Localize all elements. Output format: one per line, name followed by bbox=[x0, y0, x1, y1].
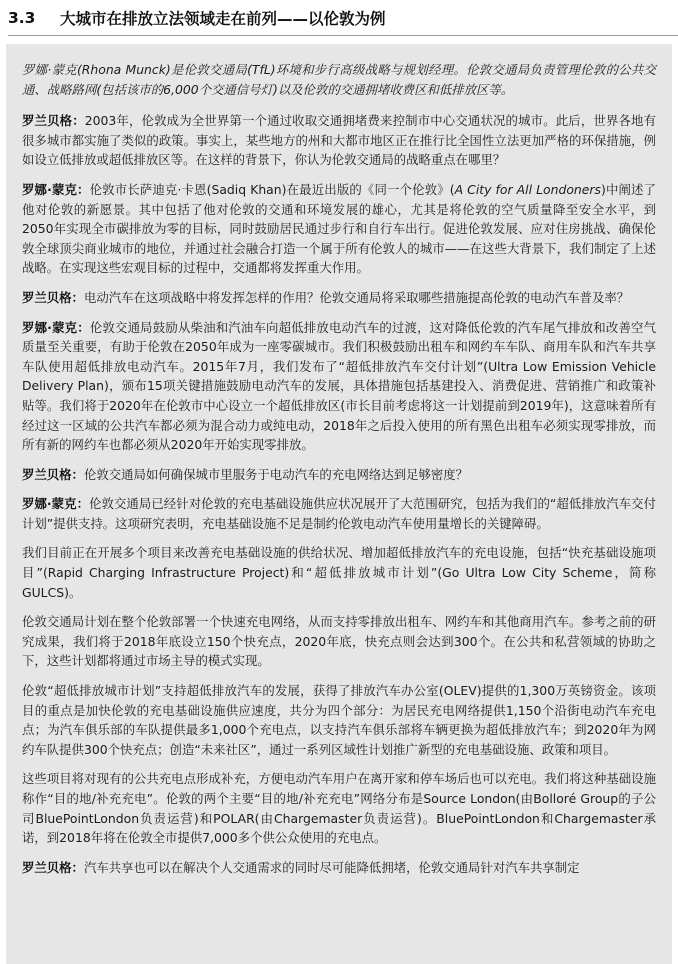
speaker-label: 罗娜·蒙克： bbox=[22, 496, 90, 512]
body-paragraph bbox=[22, 769, 656, 847]
speaker-label: 罗兰贝格： bbox=[22, 859, 84, 875]
body-paragraph bbox=[22, 681, 656, 759]
speaker-label: 罗娜·蒙克： bbox=[22, 181, 90, 197]
speaker-label: 罗娜·蒙克： bbox=[22, 319, 90, 335]
body-paragraph bbox=[22, 612, 656, 671]
heading-divider bbox=[8, 35, 678, 36]
qa-paragraph bbox=[22, 318, 656, 455]
paragraph-text: 伦敦“超低排放城市计划”支持超低排放汽车的发展，获得了排放汽车办公室(OLEV)提供的1,300万英镑资金。该项目的重点是加快伦敦的充电基础设施供应速度，共分为四个部分：为居民充电网络提供1,150个沿街电动汽车充电点；为汽车俱乐部的车队提供最多1,000个充电点，以支持汽车俱乐部将车辆更换为超低排放汽车；到2020年为网约车队提供300个快充点；创造“未来社区”，通过一系列区域性计划推广新型的充电基础设施、政策和项目。 bbox=[22, 683, 656, 757]
paragraph-text: 伦敦交通局如何确保城市里服务于电动汽车的充电网络达到足够密度？ bbox=[83, 466, 469, 482]
paragraph-text: 汽车共享也可以在解决个人交通需求的同时尽可能降低拥堵，伦敦交通局针对汽车共享制定 bbox=[83, 859, 580, 875]
speaker-label: 罗兰贝格： bbox=[22, 289, 84, 305]
intro-paragraph: 罗娜·蒙克(Rhona Munck)是伦敦交通局(TfL)环境和步行高级战略与规划经理。伦敦交通局负责管理伦敦的公共交通、战略路网(包括该市的6,000个交通信号灯)以及伦敦的交通拥堵收费区和低排放区等。 bbox=[22, 62, 656, 97]
qa-paragraph bbox=[22, 494, 656, 533]
book-title-italic: A City for All Londoners bbox=[454, 181, 601, 197]
speaker-label: 罗兰贝格： bbox=[22, 113, 85, 129]
paragraph-text: 伦敦交通局鼓励从柴油和汽油车向超低排放电动汽车的过渡，这对降低伦敦的汽车尾气排放和改善空气质量至关重要，有助于伦敦在2050年成为一座零碳城市。我们积极鼓励出租车和网约车车队、商用车队和汽车共享车队使用超低排放电动汽车。2015年7月，我们发布了“超低排放汽车交付计划”(Ultra Low Emission Vehicle Delivery Plan)，颁布15项关键措施鼓励电动汽车的发展，具体措施包括基建投入、消费促进、营销推广和政策补贴等。我们将于2020年在伦敦市中心设立一个超低排放区(市长目前考虑将这一计划提前到2019年)，这意味着所有经过这一区域的公共汽车都必须为混合动力或纯电动，2018年之后投入使用的所有黑色出租车必须实现零排放，而所有新的网约车也都必须从2020年开始实现零排放。 bbox=[22, 319, 657, 453]
qa-paragraph bbox=[22, 465, 656, 485]
section-title: 大城市在排放立法领域走在前列——以伦敦为例 bbox=[60, 10, 386, 28]
paragraph-text: 2003年，伦敦成为全世界第一个通过收取交通拥堵费来控制市中心交通状况的城市。此后，世界各地有很多城市都实施了类似的政策。事实上，某些地方的州和大都市地区正在推行比全国性立法更加严格的环保措施，例如设立低排放或超低排放区等。在这样的背景下，你认为伦敦交通局的战略重点在哪里？ bbox=[22, 113, 656, 168]
qa-paragraph bbox=[22, 288, 656, 308]
paragraph-text: 我们目前正在开展多个项目来改善充电基础设施的供给状况、增加超低排放汽车的充电设施，包括“快充基础设施项目”(Rapid Charging Infrastructure Project)和“超低排放城市计划”(Go Ultra Low City Scheme，简称GULCS)。 bbox=[22, 545, 656, 600]
qa-paragraph bbox=[22, 180, 656, 278]
paragraph-text: 伦敦市长萨迪克·卡恩(Sadiq Khan)在最近出版的《同一个伦敦》( bbox=[89, 181, 455, 197]
paragraph-text: 这些项目将对现有的公共充电点形成补充，方便电动汽车用户在离开家和停车场后也可以充电。我们将这种基础设施称作“目的地/补充充电”。伦敦的两个主要“目的地/补充充电”网络分布是Source London(由Bolloré Group的子公司BluePointLondon负责运营)和POLAR(由Chargemaster负责运营)。BluePointLondon和Chargemaster承诺，到2018年将在伦敦全市提供7,000多个供公众使用的充电点。 bbox=[22, 771, 656, 846]
section-number: 3.3 bbox=[8, 9, 36, 27]
body-paragraph bbox=[22, 543, 656, 602]
paragraph-text: 伦敦交通局已经针对伦敦的充电基础设施供应状况展开了大范围研究，包括为我们的“超低排放汽车交付计划”提供支持。这项研究表明，充电基础设施不足是制约伦敦电动汽车使用量增长的关键障碍。 bbox=[22, 496, 656, 531]
paragraph-text: )中阐述了他对伦敦的新愿景。其中包括了他对伦敦的交通和环境发展的雄心，尤其是将伦敦的空气质量降至安全水平，到2050年实现全市碳排放为零的目标，同时鼓励居民通过步行和自行车出行。促进伦敦发展、应对住房挑战、确保伦敦全球顶尖商业城市的地位，并通过社会融合打造一个属于所有伦敦人的城市——在这些大背景下，我们制定了上述战略。在实现这些宏观目标的过程中，交通都将发挥重大作用。 bbox=[22, 181, 656, 276]
interview-box bbox=[6, 44, 672, 964]
section-heading bbox=[8, 6, 386, 30]
paragraph-text: 电动汽车在这项战略中将发挥怎样的作用？伦敦交通局将采取哪些措施提高伦敦的电动汽车普及率？ bbox=[83, 289, 630, 305]
speaker-label: 罗兰贝格： bbox=[22, 466, 84, 482]
qa-paragraph bbox=[22, 858, 656, 878]
qa-paragraph bbox=[22, 111, 656, 170]
paragraph-text: 伦敦交通局计划在整个伦敦部署一个快速充电网络，从而支持零排放出租车、网约车和其他商用汽车。参考之前的研究成果，我们将于2018年底设立150个快充点，2020年底，快充点则会达到300个。在公共和私营领域的协助之下，这些计划都将通过市场主导的模式实现。 bbox=[22, 614, 656, 669]
